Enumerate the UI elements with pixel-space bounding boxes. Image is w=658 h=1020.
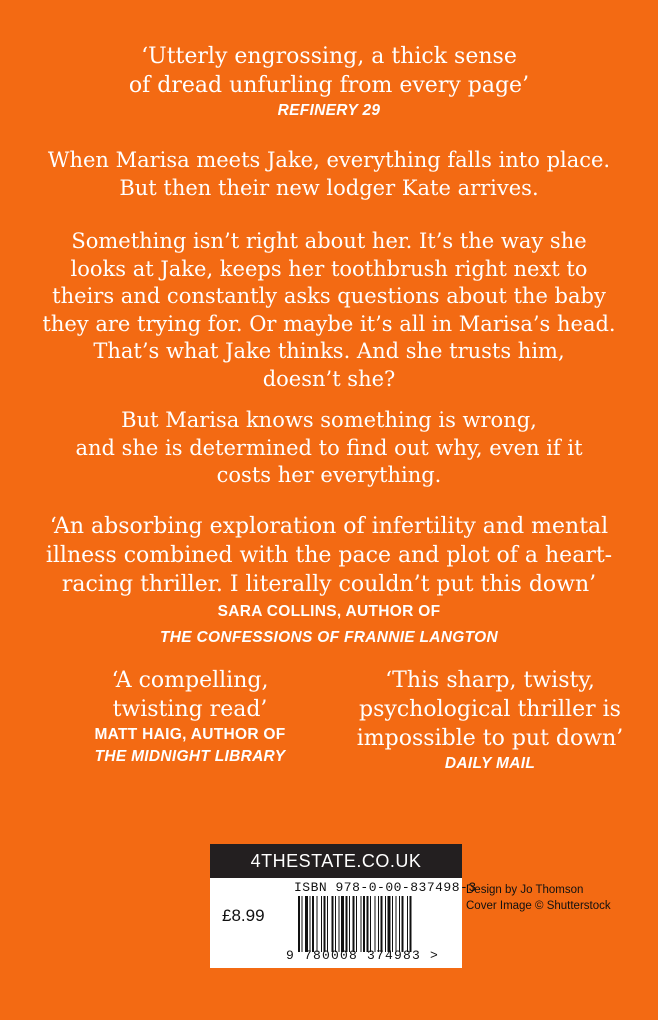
quote-line: ‘Utterly engrossing, a thick sense xyxy=(141,44,517,69)
quote-right xyxy=(340,666,640,775)
blurb-line: they are trying for. Or maybe it’s all in Marisa’s head. xyxy=(42,311,616,336)
blurb-line: That’s what Jake thinks. And she trusts him, xyxy=(93,339,565,363)
quote-line: of dread unfurling from every page’ xyxy=(128,73,530,98)
isbn-text: ISBN 978-0-00-837498-3 xyxy=(294,880,477,895)
quote-line: ‘This sharp, twisty, xyxy=(385,668,595,693)
barcode-number: 9 780008 374983 > xyxy=(286,948,440,963)
barcode-box xyxy=(210,844,477,968)
blurb-line: But Marisa knows something is wrong, xyxy=(121,408,537,432)
quote-top xyxy=(0,42,658,122)
quote-line: impossible to put down’ xyxy=(356,726,624,751)
blurb-line: looks at Jake, keeps her toothbrush right next to xyxy=(70,256,588,281)
blurb-paragraph-1 xyxy=(0,147,658,202)
quote-source: DAILY MAIL xyxy=(444,755,536,772)
blurb-paragraph-2 xyxy=(0,228,658,393)
blurb-line: Something isn’t right about her. It’s the way she xyxy=(71,229,587,253)
blurb-line: But then their new lodger Kate arrives. xyxy=(119,175,539,200)
price-label: £8.99 xyxy=(222,906,265,925)
quote-source: MATT HAIG, AUTHOR OF xyxy=(94,726,286,743)
quote-line: psychological thriller is xyxy=(359,697,621,722)
design-credit: Design by Jo Thomson xyxy=(466,884,584,896)
blurb-line: and she is determined to find out why, even if it xyxy=(75,435,583,460)
quote-left xyxy=(45,666,335,768)
blurb-line: theirs and constantly asks questions about the baby xyxy=(52,284,606,308)
quote-mid xyxy=(0,512,658,649)
quote-source-title: THE CONFESSIONS OF FRANNIE LANGTON xyxy=(159,629,498,646)
quote-line: ‘An absorbing exploration of infertility and mental xyxy=(49,514,609,539)
barcode-bars xyxy=(296,896,454,952)
quote-line: illness combined with the pace and plot of a heart- xyxy=(45,543,613,568)
cover-credits xyxy=(466,882,611,914)
quote-source-title: THE MIDNIGHT LIBRARY xyxy=(94,748,286,765)
quote-source: SARA COLLINS, AUTHOR OF xyxy=(217,603,441,620)
quote-source: REFINERY 29 xyxy=(277,102,381,119)
blurb-line: When Marisa meets Jake, everything falls into place. xyxy=(47,148,611,172)
quote-line: ‘A compelling, xyxy=(111,668,269,693)
blurb-paragraph-3 xyxy=(0,407,658,490)
quote-line: twisting read’ xyxy=(112,697,268,722)
blurb-line: costs her everything. xyxy=(216,463,442,487)
blurb-line: doesn’t she? xyxy=(262,366,396,391)
image-credit: Cover Image © Shutterstock xyxy=(466,900,611,912)
quote-line: racing thriller. I literally couldn’t put this down’ xyxy=(61,572,597,597)
publisher-website: 4THESTATE.CO.UK xyxy=(210,844,462,878)
